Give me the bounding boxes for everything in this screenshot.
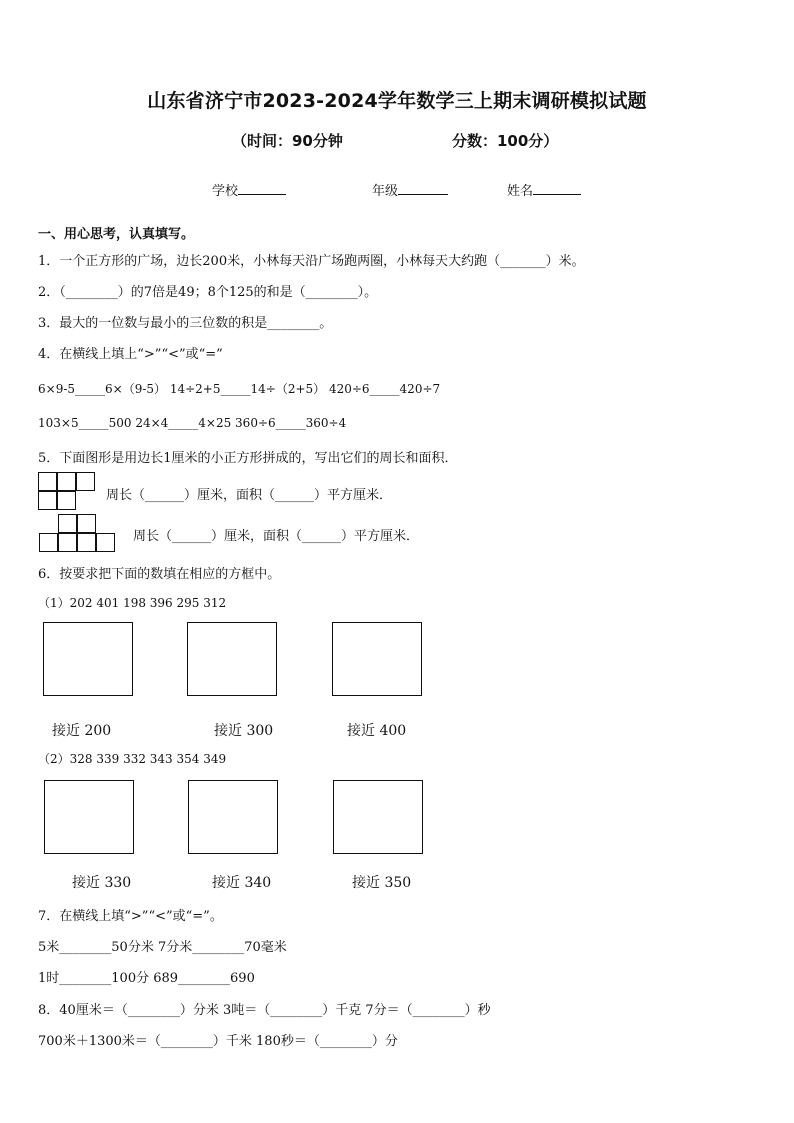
score-info: 分数：100分）: [452, 132, 559, 150]
question-6-part-2: （2）328 339 332 343 354 349: [38, 752, 227, 766]
answer-box-300[interactable]: [187, 622, 277, 696]
question-3: 3．最大的一位数与最小的三位数的积是________。: [38, 316, 333, 331]
label-near-330: 接近 330: [72, 875, 132, 891]
question-1: 1．一个正方形的广场，边长200米，小林每天沿广场跑两圈，小林每天大约跑（_______）米。: [38, 254, 585, 269]
grade-blank[interactable]: [398, 182, 448, 195]
question-4-row-1: 6×9-5_____6×（9-5） 14÷2+5_____14÷（2+5） 420÷6_____420÷7: [38, 382, 441, 396]
question-5-line-1: 周长（______）厘米，面积（______）平方厘米．: [106, 488, 393, 503]
answer-box-330[interactable]: [44, 780, 134, 854]
question-7: 7．在横线上填“>”“<”或“=”。: [38, 909, 223, 924]
grade-label: 年级: [372, 184, 399, 199]
question-4-row-2: 103×5_____500 24×4_____4×25 360÷6_____360÷4: [38, 416, 347, 430]
question-5-line-2: 周长（______）厘米，面积（______）平方厘米．: [133, 529, 420, 544]
question-6-part-1: （1）202 401 198 396 295 312: [38, 596, 227, 610]
question-8-row-2: 700米＋1300米＝（________）千米 180秒＝（________）分: [38, 1034, 398, 1049]
school-label: 学校: [212, 184, 239, 199]
answer-box-350[interactable]: [333, 780, 423, 854]
name-blank[interactable]: [533, 182, 581, 195]
question-7-row-2: 1时________100分 689________690: [38, 971, 255, 986]
page-title: 山东省济宁市2023-2024学年数学三上期末调研模拟试题: [147, 90, 647, 112]
name-label: 姓名: [507, 184, 534, 199]
name-field: [507, 180, 581, 199]
question-4: 4．在横线上填上“>”“<”或“=”: [38, 347, 223, 362]
question-2: 2．（________）的7倍是49；8个125的和是（________）。: [38, 285, 378, 300]
question-7-row-1: 5米________50分米 7分米________70毫米: [38, 940, 287, 955]
answer-box-400[interactable]: [332, 622, 422, 696]
question-5: 5．下面图形是用边长1厘米的小正方形拼成的，写出它们的周长和面积．: [38, 451, 458, 466]
school-blank[interactable]: [238, 182, 286, 195]
answer-box-200[interactable]: [43, 622, 133, 696]
label-near-300: 接近 300: [214, 723, 274, 739]
grade-field: [372, 180, 448, 199]
label-near-350: 接近 350: [352, 875, 412, 891]
school-field: [212, 180, 286, 199]
question-6: 6．按要求把下面的数填在相应的方框中。: [38, 567, 281, 582]
label-near-340: 接近 340: [212, 875, 272, 891]
time-info: （时间：90分钟: [232, 132, 343, 150]
label-near-400: 接近 400: [347, 723, 407, 739]
label-near-200: 接近 200: [52, 723, 112, 739]
section-heading: 一、用心思考，认真填写。: [38, 227, 195, 242]
question-8: 8．40厘米＝（________）分米 3吨＝（________）千克 7分＝（________）秒: [38, 1003, 491, 1018]
answer-box-340[interactable]: [188, 780, 278, 854]
